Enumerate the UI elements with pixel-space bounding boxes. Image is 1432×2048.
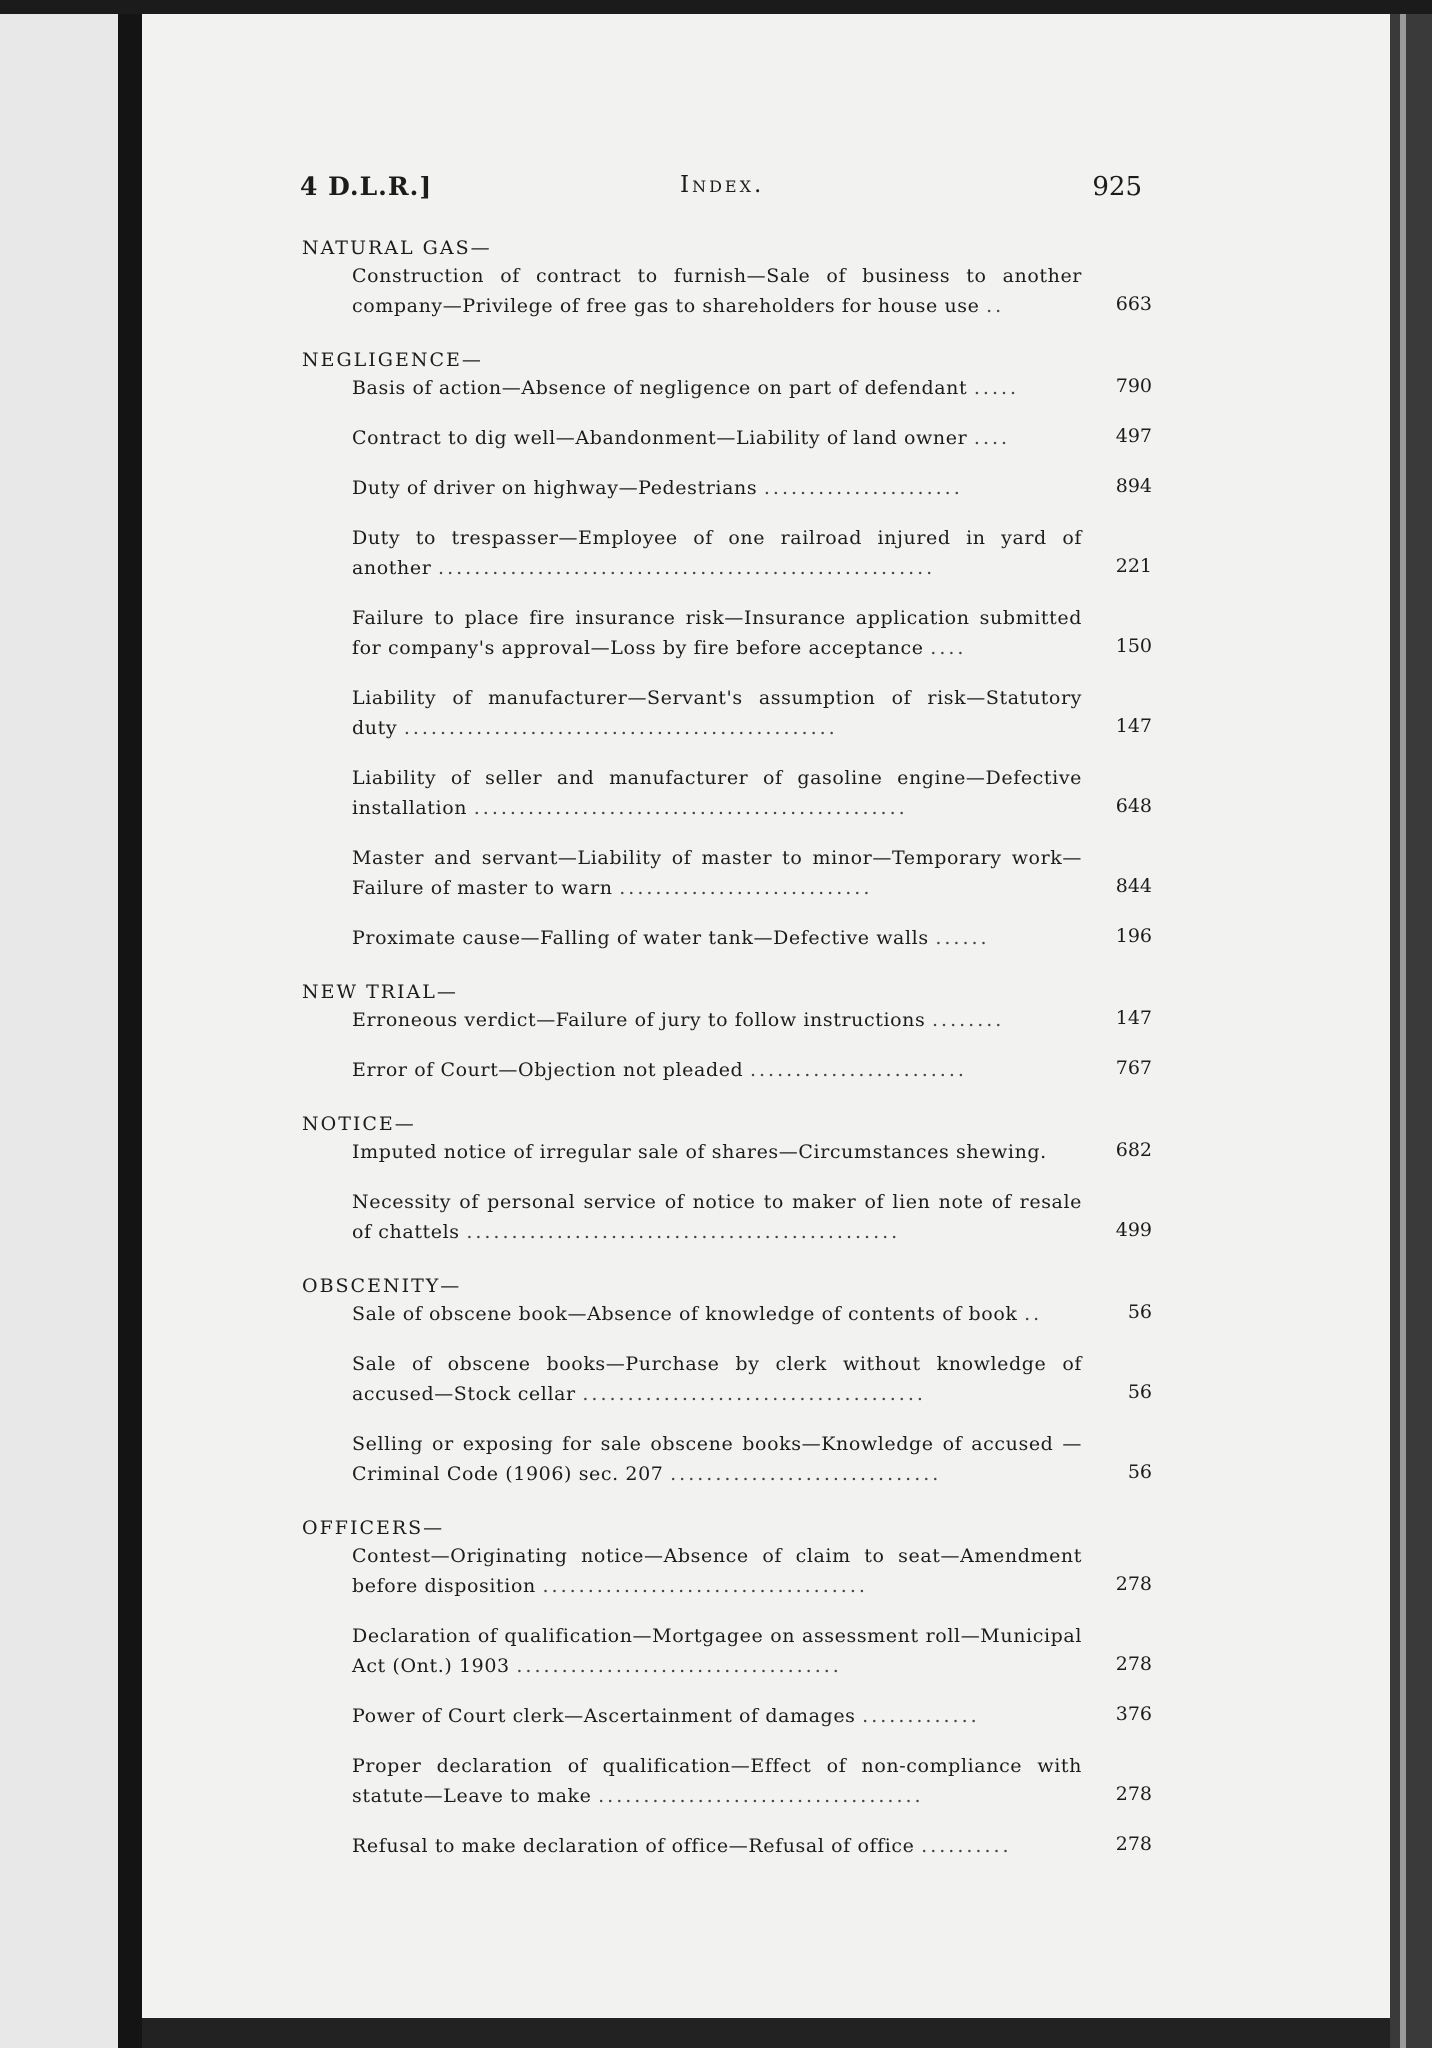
index-entry [352, 1005, 1152, 1035]
page-title: Index. [680, 172, 765, 198]
index-entry [352, 1831, 1152, 1861]
dot-leader: ...................................... [582, 1383, 926, 1405]
index-entry [352, 1751, 1152, 1811]
entry-text [352, 473, 1082, 503]
dot-leader: .... [930, 637, 967, 659]
entry-description: Power of Court clerk—Ascertainment of damages [352, 1705, 856, 1727]
index-entry [352, 373, 1152, 403]
entry-description: Erroneous verdict—Failure of jury to follow instructions [352, 1009, 926, 1031]
entry-description: Necessity of personal service of notice to maker of lien note of resale of chattels [352, 1191, 1082, 1243]
index-entry [352, 1055, 1152, 1085]
facing-page-edge [0, 14, 118, 2048]
entry-page-number: 278 [1115, 1653, 1152, 1675]
page-stack-edge [1390, 14, 1432, 2048]
entry-page-number: 56 [1127, 1461, 1152, 1483]
section-heading: OBSCENITY— [302, 1275, 462, 1297]
entry-description: Basis of action—Absence of negligence on part of defendant [352, 377, 968, 399]
entry-text [352, 261, 1082, 321]
dot-leader: ................................................ [403, 717, 838, 739]
dot-leader: ............. [862, 1705, 980, 1727]
index-section [300, 1111, 1152, 1247]
entry-description: Selling or exposing for sale obscene books—Knowledge of accused —Criminal Code (1906) sec. 207 [352, 1433, 1082, 1485]
section-heading: OFFICERS— [302, 1517, 445, 1539]
index-entry [352, 1621, 1152, 1681]
dot-leader: .................................... [598, 1785, 924, 1807]
entry-text [352, 1137, 1082, 1167]
entry-text [352, 843, 1082, 903]
entry-text [352, 1005, 1082, 1035]
dot-leader: ..... [973, 377, 1020, 399]
index-entry [352, 1299, 1152, 1329]
entry-page-number: 278 [1115, 1783, 1152, 1805]
index-entry [352, 603, 1152, 663]
entry-text [352, 1621, 1082, 1681]
entry-page-number: 894 [1115, 475, 1152, 497]
entry-text [352, 1751, 1082, 1811]
dot-leader: .............................. [670, 1463, 942, 1485]
entry-text [352, 923, 1082, 953]
index-entry [352, 683, 1152, 743]
index-section [300, 1273, 1152, 1489]
section-heading: NOTICE— [302, 1113, 416, 1135]
entry-description: Contest—Originating notice—Absence of claim to seat—Amendment before disposition [352, 1545, 1082, 1597]
dot-leader: .. [986, 295, 1005, 317]
entry-page-number: 648 [1115, 795, 1152, 817]
volume-reference: 4 D.L.R.] [300, 172, 433, 201]
entry-page-number: 147 [1115, 715, 1152, 737]
entry-text [352, 1055, 1082, 1085]
entry-description: Sale of obscene books—Purchase by clerk without knowledge of accused—Stock cellar [352, 1353, 1082, 1405]
entry-description: Proper declaration of qualification—Effect of non-compliance with statute—Leave to make [352, 1755, 1082, 1807]
entry-page-number: 844 [1115, 875, 1152, 897]
entry-description: Duty of driver on highway—Pedestrians [352, 477, 758, 499]
index-section [300, 1515, 1152, 1861]
dot-leader: ............................ [619, 877, 873, 899]
index-section [300, 979, 1152, 1085]
entry-text [352, 523, 1082, 583]
dot-leader: ........................ [749, 1059, 967, 1081]
scan-bottom-border [142, 2018, 1390, 2048]
page-number: 925 [1092, 172, 1142, 202]
scan-top-border [0, 0, 1432, 14]
entry-description: Imputed notice of irregular sale of shares—Circumstances shewing. [352, 1141, 1047, 1163]
entry-text [352, 683, 1082, 743]
entry-description: Liability of seller and manufacturer of gasoline engine—Defective installation [352, 767, 1082, 819]
index-entry [352, 923, 1152, 953]
section-heading: NEGLIGENCE— [302, 349, 483, 371]
index-entry [352, 1349, 1152, 1409]
entry-description: Construction of contract to furnish—Sale of business to another company—Privilege of free gas to shareholders for house use [352, 265, 1082, 317]
index-section [300, 235, 1152, 321]
entry-description: Refusal to make declaration of office—Refusal of office [352, 1835, 915, 1857]
book-gutter [118, 14, 142, 2048]
dot-leader: .................................... [516, 1655, 842, 1677]
index-entry [352, 1137, 1152, 1167]
entry-text [352, 373, 1082, 403]
running-head [300, 172, 1142, 212]
entry-page-number: 221 [1115, 555, 1152, 577]
entry-page-number: 150 [1115, 635, 1152, 657]
entry-description: Declaration of qualification—Mortgagee on assessment roll—Municipal Act (Ont.) 1903 [352, 1625, 1082, 1677]
dot-leader: ....................................................... [438, 557, 936, 579]
entry-text [352, 1187, 1082, 1247]
index-entry [352, 1187, 1152, 1247]
entry-page-number: 147 [1115, 1007, 1152, 1029]
entry-page-number: 278 [1115, 1573, 1152, 1595]
entry-page-number: 376 [1115, 1703, 1152, 1725]
dot-leader: ................................................ [466, 1221, 901, 1243]
entry-text [352, 763, 1082, 823]
entry-text [352, 603, 1082, 663]
entry-description: Duty to trespasser—Employee of one railroad injured in yard of another [352, 527, 1082, 579]
entry-text [352, 1429, 1082, 1489]
index-entry [352, 1701, 1152, 1731]
dot-leader: ...................... [763, 477, 963, 499]
entry-text [352, 1831, 1082, 1861]
entry-page-number: 278 [1115, 1833, 1152, 1855]
entry-page-number: 499 [1115, 1219, 1152, 1241]
entry-text [352, 1299, 1082, 1329]
entry-page-number: 196 [1115, 925, 1152, 947]
index-content [300, 235, 1152, 1887]
index-entry [352, 423, 1152, 453]
entry-page-number: 682 [1115, 1139, 1152, 1161]
entry-page-number: 790 [1115, 375, 1152, 397]
entry-description: Master and servant—Liability of master to minor—Temporary work—Failure of master to warn [352, 847, 1082, 899]
index-entry [352, 843, 1152, 903]
section-heading: NATURAL GAS— [302, 237, 492, 259]
index-entry [352, 1541, 1152, 1601]
entry-description: Error of Court—Objection not pleaded [352, 1059, 744, 1081]
index-entry [352, 763, 1152, 823]
entry-page-number: 56 [1127, 1381, 1152, 1403]
dot-leader: .................................... [542, 1575, 868, 1597]
dot-leader: ................................................ [473, 797, 908, 819]
index-entry [352, 1429, 1152, 1489]
entry-page-number: 56 [1127, 1301, 1152, 1323]
dot-leader: ...... [935, 927, 990, 949]
entry-text [352, 1701, 1082, 1731]
dot-leader: ........ [932, 1009, 1005, 1031]
entry-page-number: 767 [1115, 1057, 1152, 1079]
page-stack-edge-highlight [1400, 14, 1406, 2048]
entry-description: Contract to dig well—Abandonment—Liability of land owner [352, 427, 968, 449]
dot-leader: .... [973, 427, 1011, 449]
entry-page-number: 497 [1115, 425, 1152, 447]
dot-leader: .. [1024, 1303, 1043, 1325]
entry-description: Failure to place fire insurance risk—Insurance application submitted for company's approval—Loss by fire before acceptance [352, 607, 1082, 659]
entry-description: Proximate cause—Falling of water tank—Defective walls [352, 927, 929, 949]
index-entry [352, 523, 1152, 583]
entry-page-number: 663 [1115, 293, 1152, 315]
entry-description: Liability of manufacturer—Servant's assumption of risk—Statutory duty [352, 687, 1082, 739]
index-section [300, 347, 1152, 953]
entry-description: Sale of obscene book—Absence of knowledge of contents of book [352, 1303, 1018, 1325]
index-entry [352, 473, 1152, 503]
entry-text [352, 1349, 1082, 1409]
index-entry [352, 261, 1152, 321]
entry-text [352, 1541, 1082, 1601]
dot-leader: .......... [921, 1835, 1012, 1857]
section-heading: NEW TRIAL— [302, 981, 458, 1003]
entry-text [352, 423, 1082, 453]
